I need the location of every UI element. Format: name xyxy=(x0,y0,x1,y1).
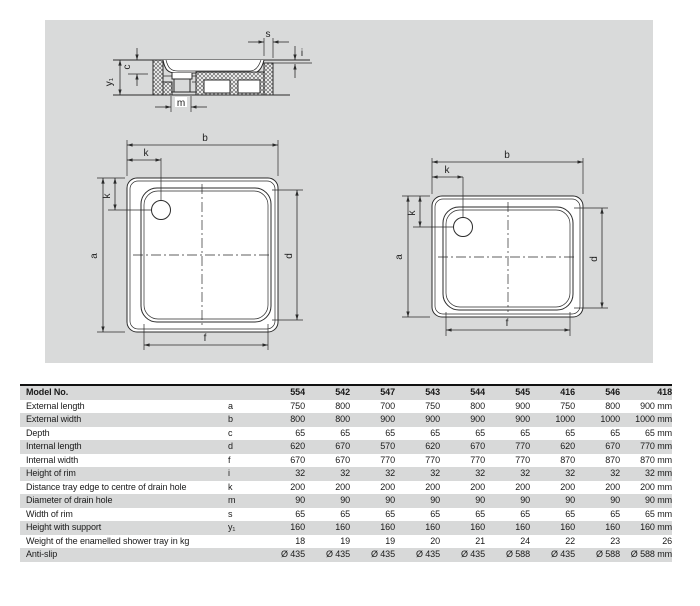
parameter-value: 800 xyxy=(290,414,305,425)
parameter-value: 19 xyxy=(340,535,350,546)
parameter-value: 21 xyxy=(475,535,485,546)
dim-label-f: f xyxy=(505,318,509,329)
parameter-name: Depth xyxy=(26,427,50,438)
parameter-value: 32 xyxy=(565,468,575,479)
parameter-value: 670 xyxy=(335,454,350,465)
parameter-value: 160 xyxy=(290,522,305,533)
parameter-letter: a xyxy=(228,400,233,411)
parameter-value: 65 xyxy=(295,427,305,438)
parameter-value: 200 xyxy=(380,481,395,492)
table-row xyxy=(20,481,672,495)
parameter-value: 32 mm xyxy=(644,468,672,479)
parameter-value: 24 xyxy=(520,535,530,546)
parameter-letter xyxy=(220,548,256,562)
parameter-value: 160 xyxy=(335,522,350,533)
parameter-name: Height of rim xyxy=(26,468,76,479)
parameter-value: 26 xyxy=(662,535,672,546)
parameter-value: 65 xyxy=(430,427,440,438)
parameter-value: Ø 435 xyxy=(550,549,575,560)
parameter-value: 65 xyxy=(295,508,305,519)
dim-label-k-top: k xyxy=(143,148,149,159)
parameter-value: 22 xyxy=(565,535,575,546)
parameter-value: 200 xyxy=(335,481,350,492)
parameter-value: 65 xyxy=(475,508,485,519)
parameter-name: Distance tray edge to centre of drain hole xyxy=(26,481,187,492)
table-row xyxy=(20,400,672,414)
parameter-name: Width of rim xyxy=(26,508,73,519)
parameter-value: 90 xyxy=(565,495,575,506)
parameter-value: 160 xyxy=(380,522,395,533)
table-header-row xyxy=(20,385,672,400)
parameter-value: 65 xyxy=(340,427,350,438)
model-number-header: 545 xyxy=(485,385,530,400)
parameter-value: 900 xyxy=(470,414,485,425)
parameter-value: Ø 435 xyxy=(325,549,350,560)
dim-label-k-left: k xyxy=(407,210,418,216)
parameter-name: Internal length xyxy=(26,441,82,452)
parameter-value: 23 xyxy=(610,535,620,546)
parameter-value: 200 xyxy=(470,481,485,492)
parameter-value: 770 xyxy=(515,454,530,465)
parameter-letter: f xyxy=(228,454,231,465)
parameter-value: 160 xyxy=(515,522,530,533)
parameter-value: 32 xyxy=(520,468,530,479)
parameter-value: 200 xyxy=(425,481,440,492)
parameter-value: 160 xyxy=(560,522,575,533)
cross-section-diagram xyxy=(113,38,312,112)
parameter-value: 770 xyxy=(470,454,485,465)
parameter-letter: y₁ xyxy=(228,522,236,533)
parameter-value: 20 xyxy=(430,535,440,546)
parameter-value: 160 mm xyxy=(640,522,672,533)
table-row xyxy=(20,467,672,481)
parameter-value: 900 mm xyxy=(640,400,672,411)
dim-label-k-left: k xyxy=(102,193,113,199)
parameter-value: Ø 435 xyxy=(370,549,395,560)
parameter-value: 90 xyxy=(610,495,620,506)
parameter-value: 65 xyxy=(430,508,440,519)
parameter-value: 65 xyxy=(565,508,575,519)
parameter-value: Ø 588 mm xyxy=(630,549,672,560)
parameter-name: Diameter of drain hole xyxy=(26,495,113,506)
parameter-value: 620 xyxy=(425,441,440,452)
parameter-value: 32 xyxy=(430,468,440,479)
parameter-letter: k xyxy=(228,481,233,492)
parameter-value: 870 xyxy=(605,454,620,465)
parameter-value: 620 xyxy=(560,441,575,452)
parameter-value: 750 xyxy=(290,400,305,411)
parameter-value: 900 xyxy=(515,400,530,411)
parameter-value: 65 xyxy=(520,508,530,519)
parameter-value: 160 xyxy=(425,522,440,533)
parameter-value: 19 xyxy=(385,535,395,546)
parameter-value: 200 mm xyxy=(640,481,672,492)
parameter-value: 770 xyxy=(515,441,530,452)
parameter-value: 32 xyxy=(385,468,395,479)
model-spec-table xyxy=(20,384,672,562)
parameter-value: 90 xyxy=(475,495,485,506)
parameter-value: 160 xyxy=(605,522,620,533)
parameter-value: 65 xyxy=(520,427,530,438)
dim-label-a: a xyxy=(394,254,405,260)
parameter-value: 200 xyxy=(515,481,530,492)
rect-tray-diagram xyxy=(402,158,608,336)
parameter-letter: s xyxy=(228,508,233,519)
parameter-value: 90 xyxy=(520,495,530,506)
parameter-value: 65 xyxy=(610,427,620,438)
parameter-value: 65 xyxy=(385,508,395,519)
dim-label-b: b xyxy=(202,133,208,144)
parameter-value: 870 xyxy=(560,454,575,465)
dim-label-c: c xyxy=(122,64,133,70)
table-row xyxy=(20,427,672,441)
table-row xyxy=(20,413,672,427)
parameter-letter: d xyxy=(228,441,233,452)
dim-label-y1: y₁ xyxy=(104,77,115,87)
parameter-value: 670 xyxy=(290,454,305,465)
parameter-value: 65 xyxy=(340,508,350,519)
parameter-value: Ø 588 xyxy=(505,549,530,560)
parameter-value: 90 mm xyxy=(644,495,672,506)
parameter-value: 32 xyxy=(295,468,305,479)
parameter-value: Ø 588 xyxy=(595,549,620,560)
model-number-header: 542 xyxy=(305,385,350,400)
parameter-value: 65 mm xyxy=(644,427,672,438)
dim-label-m: m xyxy=(176,98,186,109)
square-tray-diagram xyxy=(97,140,303,350)
parameter-value: 65 xyxy=(385,427,395,438)
model-number-header: 416 xyxy=(530,385,575,400)
parameter-value: 90 xyxy=(385,495,395,506)
parameter-letter: c xyxy=(228,427,233,438)
table-row xyxy=(20,494,672,508)
dim-label-f: f xyxy=(203,333,207,344)
spec-table xyxy=(20,384,672,562)
parameter-value: 750 xyxy=(560,400,575,411)
parameter-value: 750 xyxy=(425,400,440,411)
table-row xyxy=(20,508,672,522)
parameter-value: 65 xyxy=(565,427,575,438)
parameter-value: 32 xyxy=(475,468,485,479)
parameter-value: 900 xyxy=(380,414,395,425)
parameter-letter: b xyxy=(228,414,233,425)
parameter-value: 620 xyxy=(290,441,305,452)
parameter-value: 900 xyxy=(515,414,530,425)
table-row xyxy=(20,454,672,468)
parameter-name: Internal width xyxy=(26,454,79,465)
parameter-value: 32 xyxy=(610,468,620,479)
parameter-name: External length xyxy=(26,400,85,411)
parameter-name: Anti-slip xyxy=(26,549,58,560)
dim-label-a: a xyxy=(89,253,100,259)
dim-label-s: s xyxy=(265,29,271,40)
model-number-header: 547 xyxy=(350,385,395,400)
parameter-value: 700 xyxy=(380,400,395,411)
model-number-header: 544 xyxy=(440,385,485,400)
parameter-value: 200 xyxy=(290,481,305,492)
dim-label-d: d xyxy=(589,256,600,262)
parameter-value: 65 xyxy=(475,427,485,438)
table-row xyxy=(20,548,672,562)
parameter-letter xyxy=(220,535,256,549)
parameter-value: 65 xyxy=(610,508,620,519)
parameter-value: 770 xyxy=(425,454,440,465)
parameter-value: 160 xyxy=(470,522,485,533)
parameter-value: 770 xyxy=(380,454,395,465)
parameter-value: 800 xyxy=(335,400,350,411)
parameter-value: 670 xyxy=(335,441,350,452)
parameter-value: 900 xyxy=(425,414,440,425)
dim-label-b: b xyxy=(504,150,510,161)
letter-header xyxy=(220,385,256,400)
parameter-name: External width xyxy=(26,414,82,425)
parameter-value: 800 xyxy=(335,414,350,425)
model-number-header: 418 xyxy=(620,385,672,400)
model-no-header: Model No. xyxy=(20,385,220,400)
parameter-value: 200 xyxy=(605,481,620,492)
parameter-value: 800 xyxy=(470,400,485,411)
parameter-value: 870 mm xyxy=(640,454,672,465)
parameter-value: 770 mm xyxy=(640,441,672,452)
parameter-value: 18 xyxy=(295,535,305,546)
parameter-name: Weight of the enamelled shower tray in kg xyxy=(26,535,190,546)
table-row xyxy=(20,440,672,454)
parameter-value: 1000 xyxy=(555,414,575,425)
parameter-value: Ø 435 xyxy=(460,549,485,560)
table-row xyxy=(20,535,672,549)
parameter-value: 800 xyxy=(605,400,620,411)
parameter-value: 200 xyxy=(560,481,575,492)
parameter-value: 90 xyxy=(340,495,350,506)
table-row xyxy=(20,521,672,535)
parameter-value: 1000 mm xyxy=(635,414,672,425)
dim-label-i: i xyxy=(300,48,304,59)
model-number-header: 543 xyxy=(395,385,440,400)
parameter-letter: i xyxy=(228,468,230,479)
parameter-value: 32 xyxy=(340,468,350,479)
model-number-header: 554 xyxy=(256,385,305,400)
parameter-value: 570 xyxy=(380,441,395,452)
parameter-name: Height with support xyxy=(26,522,102,533)
model-number-header: 546 xyxy=(575,385,620,400)
parameter-value: 670 xyxy=(470,441,485,452)
parameter-value: Ø 435 xyxy=(280,549,305,560)
parameter-value: 1000 xyxy=(600,414,620,425)
parameter-value: 65 mm xyxy=(644,508,672,519)
parameter-letter: m xyxy=(228,495,236,506)
parameter-value: 90 xyxy=(295,495,305,506)
parameter-value: Ø 435 xyxy=(415,549,440,560)
dim-label-d: d xyxy=(284,253,295,259)
parameter-value: 90 xyxy=(430,495,440,506)
spec-table-body xyxy=(20,400,672,562)
parameter-value: 670 xyxy=(605,441,620,452)
dim-label-k-top: k xyxy=(444,165,450,176)
